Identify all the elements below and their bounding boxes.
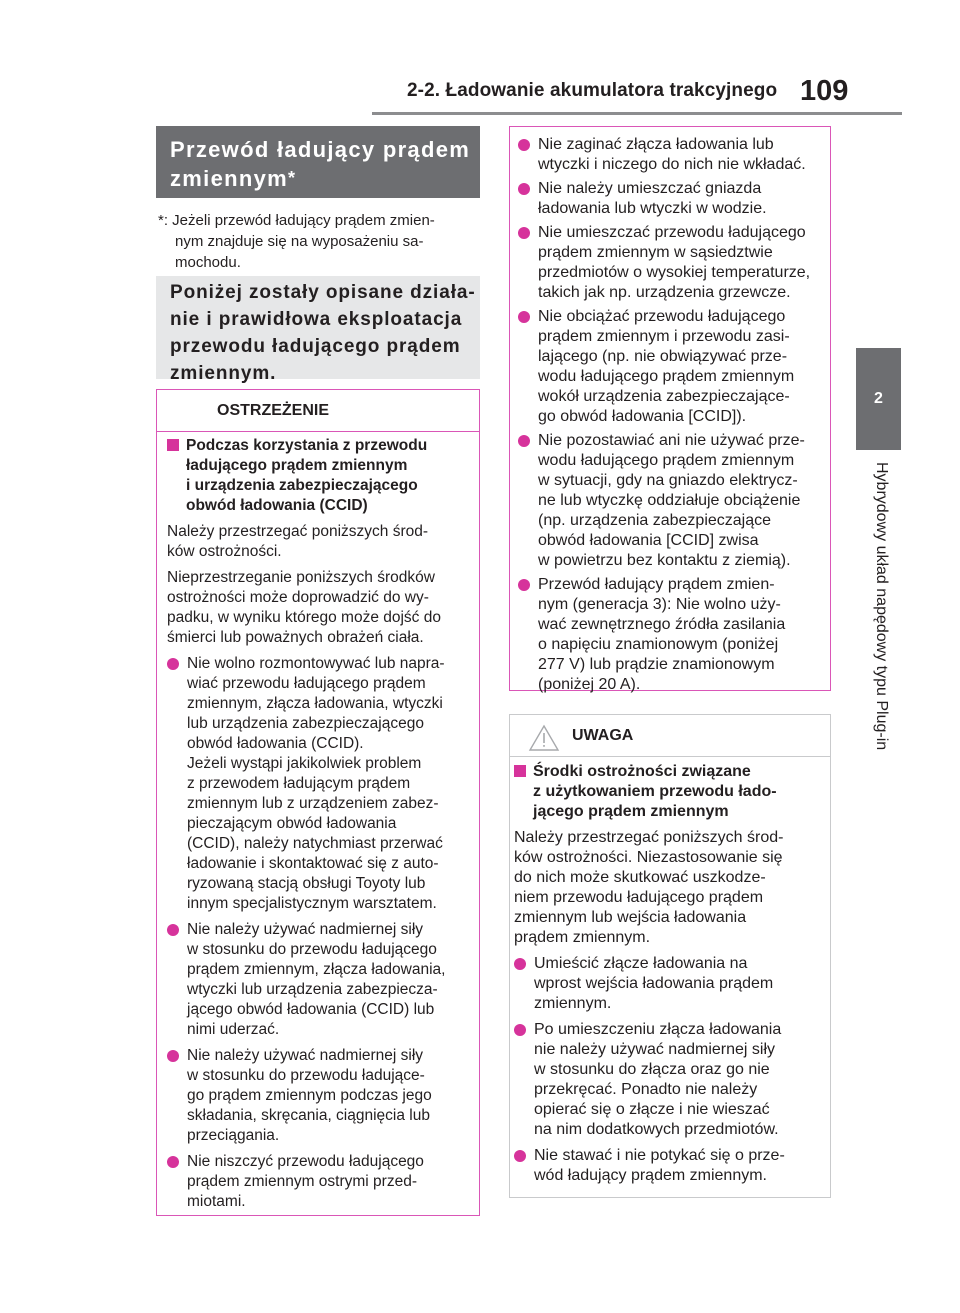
paragraph-line: prądem zmiennym.: [514, 929, 651, 946]
bullet-line: wprost wejścia ładowania prądem: [534, 975, 774, 992]
bullet-line: przekręcać. Ponadto nie należy: [534, 1081, 758, 1098]
warning-box: [156, 389, 480, 1216]
notice-content: [514, 762, 830, 1186]
bullet-line: o napięciu znamionowym (poniżej: [538, 636, 779, 653]
paragraph-line: niem przewodu ładującego prądem: [514, 889, 764, 906]
bullet-line: wtyczki i niczego do nich nie wkładać.: [538, 156, 806, 173]
bullet-line: wtyczki lub urządzenia zabezpiecza-: [187, 981, 438, 998]
bullet-dot-icon: [518, 435, 530, 447]
paragraph-line: ostrożności może doprowadzić do wy-: [167, 589, 429, 606]
bullet-line: zmiennym lub z urządzeniem zabez-: [187, 795, 439, 812]
paragraph-line: Należy przestrzegać poniższych środ-: [167, 523, 429, 540]
bullet-line: Po umieszczeniu złącza ładowania: [534, 1021, 782, 1038]
bullet-item: [518, 307, 830, 427]
warning-header: [157, 390, 479, 432]
bullet-line: Nie należy umieszczać gniazda: [538, 180, 762, 197]
warning-label: OSTRZEŻENIE: [217, 402, 330, 419]
bullet-item: [167, 654, 477, 914]
subsection-heading: [167, 436, 477, 516]
bullet-line: Nie stawać i nie potykać się o prze-: [534, 1147, 785, 1164]
paragraph-line: Nieprzestrzeganie poniższych środków: [167, 569, 435, 586]
page-number: 109: [800, 75, 849, 107]
bullet-item: [167, 1046, 477, 1146]
bullet-line: jącego obwód ładowania (CCID) lub: [187, 1001, 435, 1018]
bullet-line: zmiennym.: [534, 995, 612, 1012]
bullet-line: w sytuacji, gdy na gniazdo elektrycz-: [538, 472, 798, 489]
bullet-item: [514, 1146, 830, 1186]
bullet-dot-icon: [518, 139, 530, 151]
bullet-line: wodu ładującego prądem zmiennym: [538, 368, 795, 385]
bullet-line: ładowania lub wtyczki w wodzie.: [538, 200, 767, 217]
bullet-line: z przewodem ładującym prądem: [187, 775, 411, 792]
bullet-item: [514, 1020, 830, 1140]
subsection-heading: [514, 762, 830, 822]
heading-line: ładującego prądem zmiennym: [186, 457, 408, 474]
bullet-item: [518, 135, 830, 175]
heading-line: z użytkowaniem przewodu łado-: [533, 783, 777, 800]
bullet-line: go prądem zmiennym podczas jego: [187, 1087, 432, 1104]
bullet-line: składania, skręcania, ciągnięcia lub: [187, 1107, 430, 1124]
bullet-line: Umieścić złącze ładowania na: [534, 955, 748, 972]
bullet-dot-icon: [167, 1156, 179, 1168]
bullet-line: ne lub wtyczkę oddziałuje obciążenie: [538, 492, 801, 509]
paragraph: [514, 828, 830, 948]
bullet-line: 277 V) lub prądzie znamionowym: [538, 656, 775, 673]
bullet-line: wodu ładującego prądem zmiennym: [538, 452, 795, 469]
bullet-line: przedmiotów o wysokiej temperaturze,: [538, 264, 811, 281]
bullet-line: Nie niszczyć przewodu ładującego: [187, 1153, 424, 1170]
heading-line: Środki ostrożności związane: [533, 763, 751, 780]
paragraph-line: ków ostrożności. Niezastosowanie się: [514, 849, 783, 866]
bullet-line: ładowanie i skontaktować się z auto-: [187, 855, 439, 872]
bullet-line: wać zewnętrznego źródła zasilania: [538, 616, 786, 633]
chapter-number: 2: [874, 390, 883, 407]
paragraph-line: zmiennym lub wejścia ładowania: [514, 909, 747, 926]
paragraph-line: do nich może skutkować uszkodze-: [514, 869, 766, 886]
bullet-line: Nie należy używać nadmiernej siły: [187, 921, 424, 938]
bullet-dot-icon: [514, 958, 526, 970]
bullet-line: wód ładujący prądem zmiennym.: [534, 1167, 767, 1184]
paragraph: [167, 522, 477, 562]
bullet-line: (CCID), należy natychmiast przerwać: [187, 835, 443, 852]
bullet-dot-icon: [518, 579, 530, 591]
bullet-line: opierać się o złącze i nie wieszać: [534, 1101, 770, 1118]
bullet-line: ryzowaną stacją obsługi Toyoty lub: [187, 875, 426, 892]
square-bullet-icon: [514, 765, 526, 777]
bullet-dot-icon: [167, 658, 179, 670]
square-bullet-icon: [167, 439, 179, 451]
caution-icon: [528, 724, 560, 752]
paragraph-line: śmierci lub poważnych obrażeń ciała.: [167, 629, 424, 646]
bullet-line: w stosunku do złącza oraz go nie: [534, 1061, 770, 1078]
bullet-line: innym specjalistycznym warsztatem.: [187, 895, 437, 912]
bullet-line: wiać przewodu ładującego prądem: [187, 675, 426, 692]
bullet-dot-icon: [514, 1024, 526, 1036]
bullet-item: [167, 1152, 477, 1212]
page-title: Przewód ładujący prądem zmiennym*: [156, 126, 480, 198]
bullet-line: w stosunku do przewodu ładujące-: [187, 1067, 425, 1084]
section-title: 2-2. Ładowanie akumulatora trakcyjnego: [407, 80, 778, 101]
paragraph-line: ków ostrożności.: [167, 543, 282, 560]
warning-content: [167, 436, 477, 1212]
bullet-dot-icon: [514, 1150, 526, 1162]
bullet-line: prądem zmiennym i przewodu zasi-: [538, 328, 790, 345]
chapter-tab-title: Hybrydowy układ napędowy typu Plug-in: [872, 462, 890, 751]
bullet-item: [167, 920, 477, 1040]
bullet-line: Jeżeli wystąpi jakikolwiek problem: [187, 755, 422, 772]
bullet-line: prądem zmiennym ostrymi przed-: [187, 1173, 417, 1190]
bullet-dot-icon: [167, 1050, 179, 1062]
heading-line: obwód ładowania (CCID): [186, 497, 368, 514]
heading-line: i urządzenia zabezpieczającego: [186, 477, 418, 494]
bullet-line: wokół urządzenia zabezpieczające-: [538, 388, 790, 405]
intro-summary: Poniżej zostały opisane działa- nie i prawidłowa eksploatacja przewodu ładującego prądem zmiennym.: [156, 276, 480, 379]
notice-box: [509, 714, 831, 1198]
bullet-item: [518, 575, 830, 695]
bullet-line: w powietrzu bez kontaktu z ziemią).: [538, 552, 791, 569]
notice-label: UWAGA: [572, 727, 634, 744]
bullet-line: lub urządzenia zabezpieczającego: [187, 715, 424, 732]
warning-content-continued: [518, 135, 830, 695]
bullet-line: nym (generacja 3): Nie wolno uży-: [538, 596, 781, 613]
paragraph-line: padku, w wyniku którego może dojść do: [167, 609, 441, 626]
bullet-item: [518, 223, 830, 303]
bullet-dot-icon: [518, 227, 530, 239]
bullet-line: takich jak np. urządzenia grzewcze.: [538, 284, 791, 301]
heading-line: Podczas korzystania z przewodu: [186, 437, 428, 454]
heading-line: jącego prądem zmiennym: [533, 803, 729, 820]
notice-header: [510, 715, 830, 757]
bullet-line: Nie należy używać nadmiernej siły: [187, 1047, 424, 1064]
footnote: *: Jeżeli przewód ładujący prądem zmien- nym znajduje się na wyposażeniu sa- mochodu.: [158, 212, 435, 271]
bullet-line: (poniżej 20 A).: [538, 676, 641, 693]
bullet-item: [514, 954, 830, 1014]
chapter-tab: [856, 348, 901, 450]
bullet-line: Nie obciążać przewodu ładującego: [538, 308, 786, 325]
bullet-line: miotami.: [187, 1193, 246, 1210]
warning-box-continued: [509, 126, 831, 691]
bullet-line: zmiennym, złącza ładowania, wtyczki: [187, 695, 443, 712]
paragraph: [167, 568, 477, 648]
bullet-line: obwód ładowania [CCID] zwisa: [538, 532, 759, 549]
bullet-line: obwód ładowania (CCID).: [187, 735, 364, 752]
bullet-line: Nie pozostawiać ani nie używać prze-: [538, 432, 805, 449]
bullet-line: nimi uderzać.: [187, 1021, 280, 1038]
bullet-line: w stosunku do przewodu ładującego: [187, 941, 437, 958]
bullet-line: nie należy używać nadmiernej siły: [534, 1041, 775, 1058]
bullet-line: lającego (np. nie obwiązywać prze-: [538, 348, 788, 365]
bullet-item: [518, 431, 830, 571]
bullet-line: na nim dodatkowych przedmiotów.: [534, 1121, 779, 1138]
bullet-line: przeciągania.: [187, 1127, 280, 1144]
bullet-line: pieczającym obwód ładowania: [187, 815, 397, 832]
bullet-line: Przewód ładujący prądem zmien-: [538, 576, 775, 593]
bullet-line: Nie wolno rozmontowywać lub napra-: [187, 655, 445, 672]
bullet-line: go obwód ładowania [CCID]).: [538, 408, 747, 425]
header-rule: [372, 112, 902, 115]
bullet-line: Nie umieszczać przewodu ładującego: [538, 224, 806, 241]
bullet-line: prądem zmiennym, złącza ładowania,: [187, 961, 446, 978]
bullet-dot-icon: [167, 924, 179, 936]
bullet-line: Nie zaginać złącza ładowania lub: [538, 136, 774, 153]
bullet-line: (np. urządzenia zabezpieczające: [538, 512, 772, 529]
bullet-dot-icon: [518, 311, 530, 323]
bullet-item: [518, 179, 830, 219]
bullet-line: prądem zmiennym w sąsiedztwie: [538, 244, 773, 261]
paragraph-line: Należy przestrzegać poniższych środ-: [514, 829, 784, 846]
bullet-dot-icon: [518, 183, 530, 195]
